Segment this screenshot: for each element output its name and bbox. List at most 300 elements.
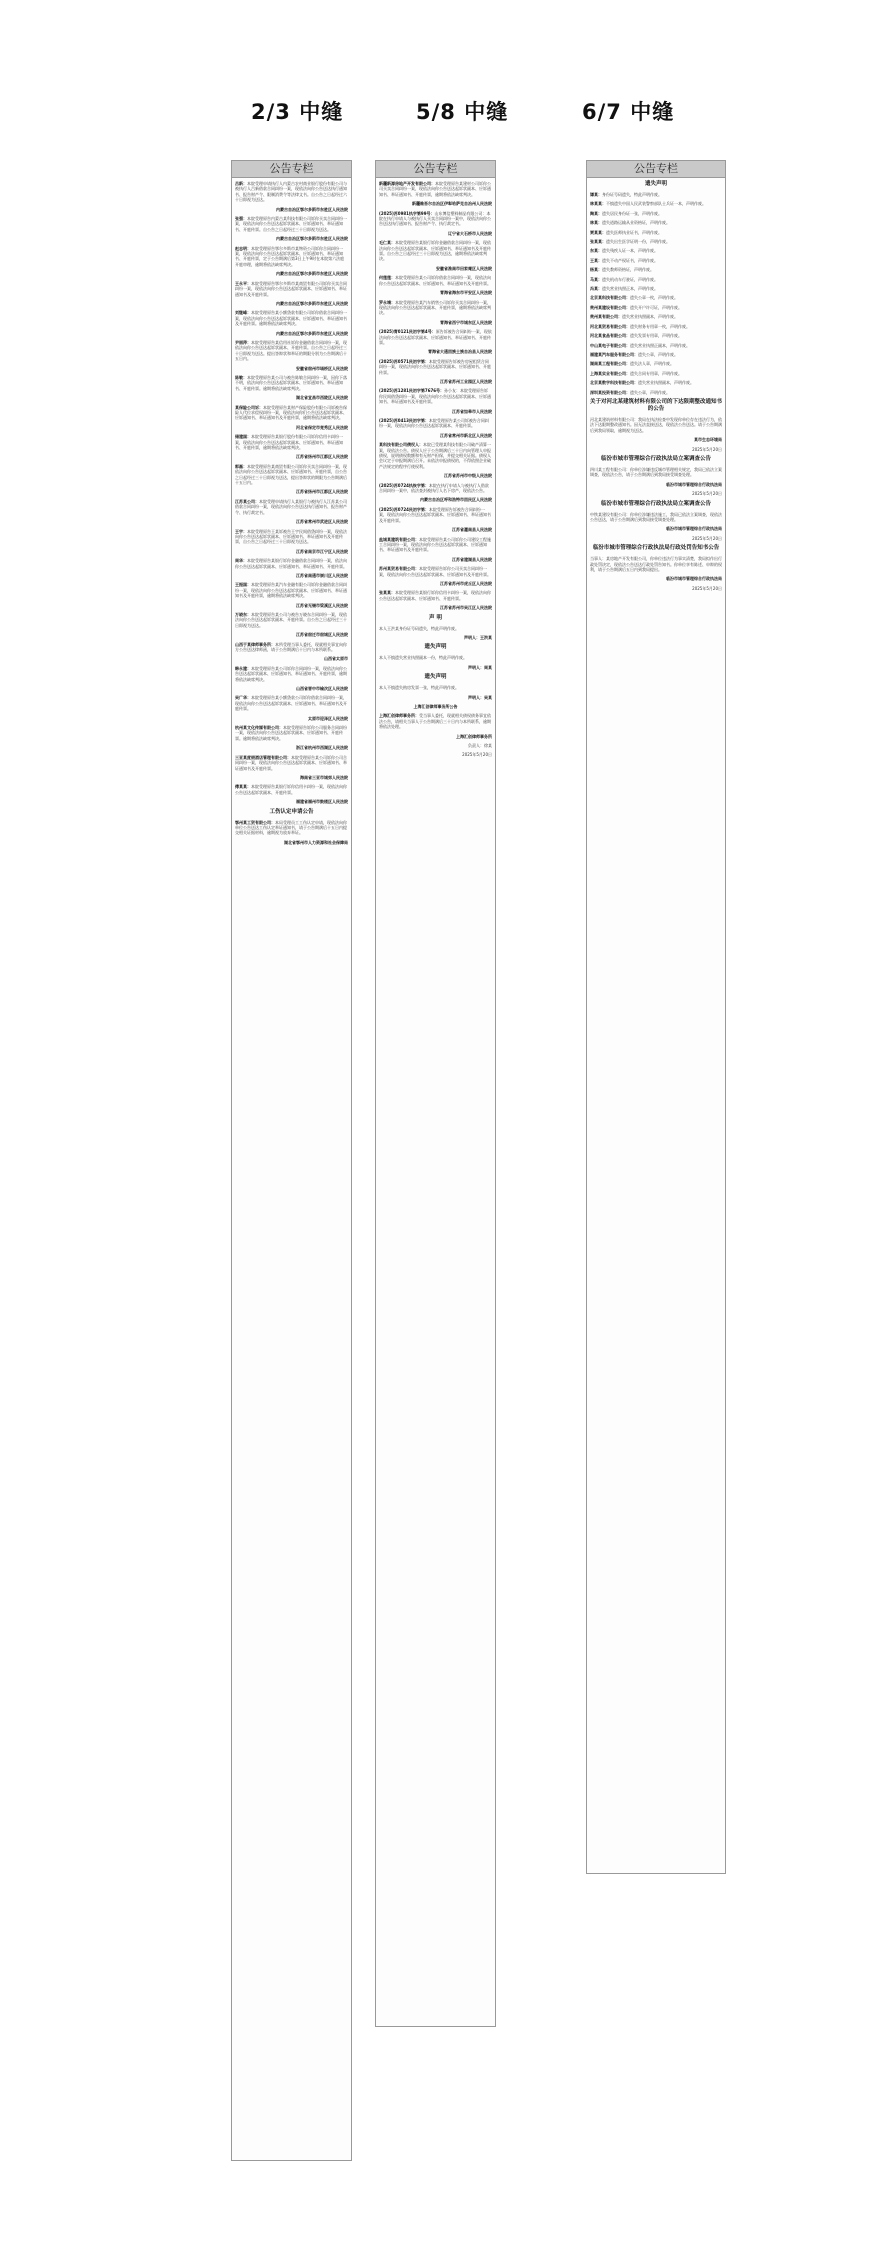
notice-addressee: 上海汇创律师事务所： [379, 713, 419, 719]
notice-text: 四川某工程有限公司：你单位涉嫌违反城市管理相关规定，我局已依法立案调查，现依法公告，请于公告期满后到我局接受调查处理。 [590, 466, 722, 478]
notice-item [235, 425, 348, 430]
notice-text: 山东博信塑料制品有限公司：本院在执行申请人与被执行人买卖合同纠纷一案中，现依法向你公告送达执行通知书、报告财产令、执行裁定书。 [379, 210, 491, 227]
notice-item [235, 549, 348, 554]
notice-item [235, 716, 348, 721]
notice-addressee: 某科技有限公司债权人： [379, 442, 423, 448]
notice-item [235, 340, 348, 362]
notice-issuer: 临汾市城市管理综合行政执法局 [666, 481, 722, 487]
notice-text: 本院受理原告王某诉被告王宇民间借贷纠纷一案，现依法向你公告送达起诉状副本、应诉通知书、举证通知书及开庭传票，自公告之日起经过三十日即视为送达。 [235, 528, 347, 545]
notice-item [235, 840, 348, 845]
notice-centered-heading: 上海汇创律师事务所公告 [413, 704, 458, 709]
notice-text: 本院受理原告某商贸有限公司诉你买卖合同纠纷一案，现依法向你公告送达起诉状副本、应诉通知书、开庭传票，自公告之日起经过三十日即视为送达，提出答辩状的期限为公告期满后十五日内。 [235, 463, 347, 486]
notice-item [379, 433, 492, 438]
notice-addressee: 三亚某度假酒店管理有限公司： [235, 754, 291, 760]
notice-addressee: 上海某实业有限公司： [590, 370, 630, 376]
notice-item [590, 192, 722, 197]
notice-issuer: 青海省海东市平安区人民法院 [440, 290, 492, 296]
notice-text: 遗失残疾人证一本，声明作废。 [602, 248, 658, 254]
notice-item [379, 473, 492, 478]
notice-item [235, 656, 348, 661]
notice-item [235, 310, 348, 326]
notice-addressee: 傅某某： [235, 784, 251, 790]
notice-item [590, 390, 722, 395]
notice-issuer: 海南省三亚市城郊人民法院 [300, 774, 348, 780]
notice-item [379, 695, 492, 700]
notice-item [379, 644, 492, 651]
notice-item [379, 557, 492, 562]
notice-addressee: 尹丽萍： [235, 339, 251, 345]
notice-addressee: 某保险公司诉： [235, 404, 263, 410]
notice-item [379, 379, 492, 384]
notice-issuer: 新疆维吾尔自治区伊犁哈萨克自治州人民法院 [412, 201, 492, 207]
notice-item [379, 409, 492, 414]
notice-item [590, 230, 722, 235]
notice-issuer: 江苏省南通市崇川区人民法院 [296, 572, 348, 578]
notice-section-title: 临汾市城市管理综合行政执法局立案调查公告 [600, 500, 711, 507]
notice-date: 2025年5月20日 [692, 535, 722, 541]
notice-text: 不慎遗失中国人民武装警察部队士兵证一本，声明作废。 [606, 201, 706, 207]
notice-addressee: 吕新： [235, 181, 247, 186]
notice-date: 2025年5月20日 [462, 752, 492, 758]
notice-text: 本院受理原告某银行诉你信用卡纠纷一案，现依法向你公告送达起诉状副本、开庭传票。 [235, 784, 347, 795]
notice-section-title: 临汾市城市管理综合行政执法局行政处罚告知书公告 [592, 545, 720, 552]
notice-item [235, 464, 348, 486]
notice-text: 本院受理原告某小额贷款公司诉你借款合同纠纷一案，现依法向你公告送达起诉状副本、应诉通知书、举证通知书及开庭传票。 [235, 695, 347, 712]
notice-addressee: 北京某科技有限公司： [590, 295, 630, 301]
notice-item [379, 329, 492, 345]
notice-text: 本院受理原告某银行诉你金融借款合同纠纷一案，依法向你公告送达起诉状副本、应诉通知书、举证通知书、开庭传票。 [235, 558, 347, 569]
notice-item [379, 626, 492, 631]
notice-item [379, 442, 492, 469]
notice-addressee: 王某： [590, 257, 602, 263]
notice-issuer: 声明人：王洪某 [464, 634, 492, 640]
notice-issuer: 内蒙古自治区呼和浩特市回民区人民法院 [420, 497, 492, 503]
notice-issuer: 江苏省苏州市中级人民法院 [444, 473, 492, 479]
notice-issuer: 山西省太原市 [324, 656, 348, 662]
notice-issuer: 江苏省苏州工业园区人民法院 [440, 378, 492, 384]
notice-addressee: 毛仁某： [379, 240, 395, 246]
notice-text: 本局受理员工工伤认定申请，现依法向你单位公告送达工伤认定举证通知书，请于公告期满后十五日内提交相关证据材料，逾期视为放弃举证。 [235, 819, 347, 836]
notice-item [379, 635, 492, 640]
notice-item [590, 343, 722, 348]
notice-issuer: 声明人：周某 [468, 664, 492, 670]
notice-item [235, 281, 348, 297]
notice-column-right [586, 160, 726, 1874]
notice-addressee: 北京某数字科技有限公司： [590, 380, 638, 386]
notice-issuer: 安徽省淮南市田家庵区人民法院 [436, 265, 492, 271]
notice-addressee: 林某： [590, 220, 602, 226]
notice-addressee: 盐城某建筑有限公司： [379, 536, 419, 542]
notice-text: 本院受理原告某银行诉你金融借款合同纠纷一案，现依法向你公告送达起诉状副本、应诉通知书、举证通知书及开庭传票。自公告之日起经过三十日即视为送达，逾期将依法缺席判决。 [379, 240, 491, 262]
notice-item [235, 820, 348, 836]
notice-item [235, 207, 348, 212]
notice-item [379, 201, 492, 206]
notice-addressee: 深圳某投资有限公司： [590, 389, 630, 395]
notice-addressee: 陶某： [590, 210, 602, 216]
notice-item [235, 181, 348, 203]
notice-addressee: 贵州某有限公司： [590, 314, 622, 320]
notice-text: 遗失公章，声明作废。 [630, 389, 670, 395]
notice-item [590, 258, 722, 263]
notice-text: 本院受理原告某公司诉你合同纠纷一案，现依法向你公告送达起诉状副本、应诉通知书、举证通知书、开庭传票，逾期将依法缺席判决。 [235, 665, 347, 682]
notice-issuer: 内蒙古自治区鄂尔多斯市东胜区人民法院 [276, 330, 348, 336]
notice-addressee: 吴广华： [235, 695, 251, 701]
notice-issuer: 临汾市城市管理综合行政执法局 [666, 526, 722, 532]
notice-item [590, 556, 722, 572]
notice-item [379, 537, 492, 553]
notice-issuer: 内蒙古自治区鄂尔多斯市东胜区人民法院 [276, 300, 348, 306]
notice-text: 遗失开户许可证，声明作废。 [630, 304, 682, 310]
notice-addressee: 张某某： [590, 239, 606, 245]
notice-item [590, 501, 722, 508]
notice-item [235, 366, 348, 371]
notice-text: 遗失营业执照副本，声明作废。 [622, 314, 678, 320]
notice-issuer: 浙江省杭州市西湖区人民法院 [296, 745, 348, 751]
notice-item [590, 417, 722, 433]
notice-addressee: 韩永建： [235, 665, 251, 671]
notice-item [590, 181, 722, 188]
notice-issuer: 内蒙古自治区鄂尔多斯市东胜区人民法院 [276, 206, 348, 212]
notice-text: 本院受理原告某汽车销售公司诉你买卖合同纠纷一案，现依法向你公告送达起诉状副本、开庭传票，逾期将依法缺席判决。 [379, 299, 491, 316]
notice-text: 本院受理原告某银行股份有限公司诉你信用卡纠纷一案，现依法向你公告送达起诉状副本、应诉通知书、举证通知书、开庭传票，逾期将依法缺席判决。 [235, 434, 343, 451]
notice-section-title: 遗失声明 [424, 674, 447, 681]
notice-issuer: 山西省晋中市榆次区人民法院 [296, 686, 348, 692]
notice-item [379, 590, 492, 601]
notice-addressee: (2025)苏0724民初字第： [379, 506, 429, 512]
notice-addressee: 苏州某贸易有限公司： [379, 566, 419, 572]
notice-addressee: 福建某汽车服务有限公司： [590, 351, 638, 357]
notice-item [379, 581, 492, 586]
notice-date: 2025年5月20日 [692, 491, 722, 497]
notice-item [379, 734, 492, 739]
notice-item [379, 743, 492, 748]
notice-item [379, 615, 492, 622]
notice-issuer: 江苏省南京市江宁区人民法院 [296, 548, 348, 554]
column-title: 公告专栏 [232, 161, 351, 178]
notice-text: 本院在执行申请人与被执行人借款合同纠纷一案中，依法查封被执行人名下房产，现依法公告。 [379, 482, 489, 494]
notice-text: 遗失营业执照副本，声明作废。 [638, 380, 694, 386]
notice-text: 遗失道路运输从业资格证，声明作废。 [602, 220, 670, 226]
notice-item [590, 447, 722, 452]
notice-text: 本院受理原告某公司诉你公司建设工程施工合同纠纷一案，现依法向你公告送达起诉状副本、应诉通知书、举证通知书及开庭传票。 [379, 536, 491, 553]
notice-item [590, 239, 722, 244]
notice-item [590, 286, 722, 291]
notice-item [590, 467, 722, 478]
notice-item [235, 573, 348, 578]
notice-issuer: 江苏省常州市新北区人民法院 [440, 432, 492, 438]
notice-issuer: 辽宁省大石桥市人民法院 [448, 230, 492, 236]
notice-item [235, 375, 348, 391]
notice-item [379, 566, 492, 577]
notice-item [235, 529, 348, 545]
notice-item [590, 277, 722, 282]
notice-text: 遗失居民身份证一张，声明作废。 [602, 210, 662, 216]
notice-item [235, 603, 348, 608]
notice-item [235, 558, 348, 569]
notice-item [235, 236, 348, 241]
notice-text: 遗失发票专用章，声明作废。 [630, 333, 682, 339]
notice-item [590, 248, 722, 253]
notice-item [235, 395, 348, 400]
notice-item [235, 405, 348, 421]
notice-item [235, 271, 348, 276]
notice-addressee: 陈敏： [235, 374, 247, 380]
notice-text: 遗失公章，声明作废。 [638, 351, 678, 357]
notice-item [235, 666, 348, 682]
notice-addressee: 郭磊： [235, 463, 247, 469]
notice-issuer: 安徽省宿州市埇桥区人民法院 [296, 365, 348, 371]
notice-item [379, 300, 492, 316]
notice-text: 遗失公章一枚，声明作废。 [630, 295, 678, 301]
notice-item [235, 489, 348, 494]
notice-item [590, 437, 722, 442]
notice-text: 河北某建筑材料有限公司：我局在执法检查中发现你单位存在违法行为，依法下达限期整改通知书。因无法直接送达，现依法公告送达。请于公告期满后到我局领取，逾期视为送达。 [590, 416, 722, 433]
notice-item [379, 240, 492, 262]
notice-text: 遗失出生医学证明一份，声明作废。 [606, 239, 670, 245]
notice-item [235, 745, 348, 750]
notice-text: 遗失医师执业证书，声明作废。 [606, 229, 662, 235]
notice-addressee: (2025)青0121民初字第4号： [379, 329, 436, 335]
notice-item [379, 674, 492, 681]
notice-issuer: 湖北省鄂州市人力资源和社会保障局 [284, 839, 348, 845]
notice-text: 本院受理申请执行人内蒙古农村商业银行股份有限公司与被执行人吕新借款合同纠纷一案，现依法向你公告送达执行通知书、报告财产令、限制消费令等法律文书。自公告之日起经过六十日即视为送达。 [235, 181, 347, 203]
notice-item [590, 295, 722, 300]
notice-text: 本院受理原告某公司诉你借款合同纠纷一案，现依法向你公告送达起诉状副本、应诉通知书、举证通知书及开庭传票。 [379, 275, 491, 286]
notice-section-title: 遗失声明 [644, 181, 667, 187]
notice-item [379, 483, 492, 494]
notice-text: 遗失教师资格证，声明作废。 [602, 267, 654, 273]
notice-text: 遗失不动产权证书，声明作废。 [602, 257, 658, 263]
notice-addressee: 王宇： [235, 528, 247, 534]
notice-item [379, 527, 492, 532]
notice-item [590, 586, 722, 591]
notice-issuer: 太原市迎泽区人民法院 [308, 715, 348, 721]
notice-item [379, 211, 492, 227]
notice-issuer: 江苏省扬州市江都区人民法院 [296, 489, 348, 495]
notice-text: 本院受理原告某公司与被告陈敏合同纠纷一案，因你下落不明，依法向你公告送达起诉状副本、应诉通知书、举证通知书、开庭传票。逾期将依法缺席判决。 [235, 374, 347, 391]
notice-item [235, 519, 348, 524]
notice-item [590, 267, 722, 272]
notice-issuer: 江苏省苏州市虎丘区人民法院 [440, 580, 492, 586]
notice-date: 2025年5月20日 [692, 585, 722, 591]
notice-text: 本人不慎遗失营业执照副本一份，特此声明作废。 [379, 655, 467, 661]
notice-item [379, 231, 492, 236]
notice-item [590, 576, 722, 581]
notice-item [590, 545, 722, 552]
notice-issuer: 内蒙古自治区鄂尔多斯市东胜区人民法院 [276, 271, 348, 277]
notice-item [235, 725, 348, 741]
notice-addressee: (2025)苏0981执字第99号： [379, 210, 435, 216]
notice-issuer: 江苏省扬州市江都区人民法院 [296, 454, 348, 460]
notice-addressee: 赵志明： [235, 245, 251, 251]
notice-issuer: 江苏省如皋市人民法院 [452, 408, 492, 414]
notice-item [235, 632, 348, 637]
notice-addressee: 杭州某文化传媒有限公司： [235, 725, 283, 731]
notice-item [590, 305, 722, 310]
notice-addressee: 东某： [590, 248, 602, 254]
notice-issuer: 江苏省常州市武进区人民法院 [296, 519, 348, 525]
notice-text: 本院受理原告诉被告房屋租赁合同纠纷一案，现依法向你公告送达起诉状副本、应诉通知书、开庭传票。 [379, 358, 491, 375]
notice-item [590, 482, 722, 487]
notice-text: 原告诉被告合同纠纷一案，现依法向你公告送达起诉状副本、应诉通知书、举证通知书、开庭传票。 [379, 329, 492, 345]
notice-text: 本人不慎遗失购房发票一张，特此声明作废。 [379, 685, 459, 691]
notice-item [235, 454, 348, 459]
notice-item [590, 201, 722, 206]
notice-item [235, 434, 348, 450]
notice-section-title: 工伤认定申请公告 [269, 808, 314, 815]
notice-item [235, 686, 348, 691]
notice-addressee: 张某某： [379, 590, 395, 596]
notice-item [379, 655, 492, 660]
notice-text: 当事人：某房地产开发有限公司，你单位违法行为事实清楚，我局拟作出行政处罚决定，现依法公告送达行政处罚告知书。你单位享有陈述、申辩的权利，请于公告期满后五日内到我局提出。 [590, 556, 722, 573]
notice-text: 本院受理原告某公司与被告万晓东合同纠纷一案，现依法向你公告送达起诉状副本、开庭传票。自公告之日起经过三十日即视为送达。 [235, 611, 347, 628]
notice-item [235, 331, 348, 336]
notice-item [379, 704, 492, 709]
notice-addressee: 中山某电子有限公司： [590, 342, 630, 348]
notice-item [590, 536, 722, 541]
notice-item [379, 388, 492, 404]
notice-item [379, 181, 492, 197]
notice-issuer: 江苏省苏州市吴江区人民法院 [440, 605, 492, 611]
notice-item [379, 507, 492, 523]
notice-item [379, 349, 492, 354]
notice-item [379, 275, 492, 286]
notice-section-title: 遗失声明 [424, 644, 447, 651]
notice-addressee: 马某： [590, 276, 602, 282]
notice-addressee: (2025)苏0724执恢字第： [379, 482, 429, 488]
notice-item [235, 499, 348, 515]
notice-addressee: 贾某某： [590, 229, 606, 235]
notice-item [590, 211, 722, 216]
notice-issuer: 河北省保定市竞秀区人民法院 [296, 424, 348, 430]
notice-item [379, 665, 492, 670]
notice-addressee: 储建国： [235, 434, 251, 440]
notice-addressee: 新疆新源房地产开发有限公司： [379, 181, 435, 186]
notice-text: 本人王洪某身份证号码遗失，特此声明作废。 [379, 625, 459, 631]
notice-section-title: 关于对河北某建筑材料有限公司的下达限期整改通知书的公告 [590, 398, 723, 412]
notice-addressee: (2025)苏0413民初字第： [379, 418, 429, 423]
notice-column-middle [375, 160, 496, 2027]
notice-text: 本院受理原告某信用社诉你金融借款合同纠纷一案，现依法向你公告送达起诉状副本、开庭传票。自公告之日起经过三十日即视为送达。提出答辩状和举证的期限分别为公告期满后十五日内。 [235, 339, 347, 362]
notice-text: 中铁某建设有限公司：你单位涉嫌违法施工，我局已依法立案调查，现依法公告送达，请于公告期满后到我局接受调查处理。 [590, 511, 722, 522]
notice-issuer: 声明人：吴某 [468, 694, 492, 700]
notice-text: 本院受理原告诉你公司买卖合同纠纷一案，现依法向你公告送达起诉状副本、应诉通知书及开庭传票。 [379, 566, 491, 577]
notice-addressee: (2025)苏1281民初字第7676号： [379, 388, 445, 394]
notice-item [379, 605, 492, 610]
notice-item [379, 685, 492, 690]
header-middle: 5/8 中缝 [416, 100, 509, 124]
notice-text: 本院受理原告鄂尔多斯市某物资公司诉你合同纠纷一案，现依法向你公告送达起诉状副本、应诉通知书、举证通知书、开庭传票，定于公告期满后第3日上午9时在本院第六法庭开庭审理，逾期将依法缺席判决。 [235, 245, 345, 267]
column-title: 公告专栏 [587, 161, 725, 178]
notice-text: 本院受理原告某建材公司诉你公司买卖合同纠纷一案，现依法向你公告送达起诉状副本、应诉通知书、举证通知书、开庭传票，逾期将依法缺席判决。 [379, 181, 491, 197]
notice-date: 2025年5月20日 [692, 446, 722, 452]
column-title: 公告专栏 [376, 161, 495, 178]
header-right: 6/7 中缝 [582, 100, 675, 124]
notice-item [590, 491, 722, 496]
notice-issuer: 青海省大通回族土族自治县人民法院 [428, 349, 492, 355]
notice-item [379, 497, 492, 502]
notice-item [379, 359, 492, 375]
notice-item [590, 324, 722, 329]
notice-addressee: 江苏某公司： [235, 498, 259, 504]
notice-item [590, 314, 722, 319]
header-left: 2/3 中缝 [251, 100, 344, 124]
notice-item [590, 526, 722, 531]
notice-item [235, 216, 348, 232]
notice-issuer: 青海省西宁市城东区人民法院 [440, 319, 492, 325]
notice-item [590, 333, 722, 338]
notice-text: 遗失法人章，声明作废。 [630, 361, 674, 367]
notice-issuer: 江苏省无锡市梁溪区人民法院 [296, 602, 348, 608]
notice-text: 本院受理原告某财产保险股份有限公司诉被告保险人代位求偿权纠纷一案，现依法向你们公告送达起诉状副本、应诉通知书、举证通知书及开庭传票，逾期将依法缺席判决。 [235, 404, 347, 421]
notice-item [590, 512, 722, 523]
notice-text: 遗失机动车行驶证，声明作废。 [602, 276, 658, 282]
notice-text: 本院受理原告内蒙古某科技有限公司诉你买卖合同纠纷一案，现依法向你公告送达起诉状副本、应诉通知书、举证通知书、开庭传票。自公告之日起经过三十日即视为送达。 [235, 216, 347, 232]
notice-issuer: 上海汇创律师事务所 [456, 733, 492, 739]
notice-item [590, 361, 722, 366]
notice-item [379, 713, 492, 729]
notice-issuer: 某市生态环境局 [694, 437, 722, 443]
notice-item [235, 642, 348, 653]
notice-issuer: 福建省福州市鼓楼区人民法院 [296, 799, 348, 805]
notice-addressee: 河北某食品有限公司： [590, 333, 630, 339]
notice-text: 遗失营业执照正副本，声明作废。 [630, 342, 690, 348]
notice-addressee: 万晓东： [235, 611, 251, 617]
notice-item [379, 290, 492, 295]
notice-item [235, 301, 348, 306]
notice-text: 本院受理原告诉被告合同纠纷一案，现依法向你公告送达起诉状副本、应诉通知书、举证通知书及开庭传票。 [379, 506, 491, 523]
notice-addressee: 河北某贸易有限公司： [590, 323, 630, 329]
notice-text: 本院已受理某科技有限公司破产清算一案，现依法公告。债权人应于公告期满后三十日内向管理人申报债权，说明债权数额和有无财产担保，并提交相关证据。债权人会议定于申报期满后召开。未依法申报债权的，不得依照企业破产法规定的程序行使权利。 [379, 442, 491, 469]
notice-text: 本院受理原告某小额贷款有限公司诉你借款合同纠纷一案，现依法向你公告送达起诉状副本、应诉通知书、举证通知书及开庭传票。逾期将依法缺席判决。 [235, 310, 347, 327]
notice-text: 孙小友：本院受理原告诉你民间借贷纠纷一案，现依法向你公告送达起诉状副本、应诉通知书、举证通知书及开庭传票。 [379, 388, 491, 405]
notice-item [235, 784, 348, 795]
notice-text: 本院受理原告某公司诉被告合同纠纷一案，现依法向你公告送达起诉状副本、开庭传票。 [379, 418, 489, 429]
notice-date: 负责人：徐某 [468, 743, 492, 749]
notice-column-left [231, 160, 352, 2161]
column-body [587, 178, 725, 591]
notice-addressee: 山西于某律师事务所： [235, 641, 275, 647]
notice-section-title: 声 明 [429, 614, 442, 621]
notice-item [379, 418, 492, 429]
notice-addressee: 杨某： [590, 267, 602, 273]
notice-addressee: 谭某： [590, 192, 602, 197]
notice-item [590, 371, 722, 376]
notice-issuer: 江苏省灌南县人民法院 [452, 527, 492, 533]
notice-addressee: 贵州某建设有限公司： [590, 304, 630, 310]
notice-text: 本所受理当事人委托，现就相关事宜向你方公告送达律师函，请于公告期满后十日内与本所联系。 [235, 641, 347, 652]
notice-text: 本院受理原告某公司诉你公司合同纠纷一案，现依法向你公告送达起诉状副本、应诉通知书、举证通知书及开庭传票。 [235, 754, 347, 771]
notice-addressee: (2025)苏0571民初字第： [379, 358, 429, 364]
notice-item [235, 799, 348, 804]
notice-item [235, 582, 348, 598]
notice-item [235, 612, 348, 628]
notice-item [235, 246, 348, 268]
notice-addressee: 周华： [235, 558, 247, 564]
notice-item [235, 809, 348, 816]
notice-text: 本院受理申请执行人某银行与被执行人江苏某公司借款合同纠纷一案，现依法向你公告送达执行通知书、报告财产令、执行裁定书。 [235, 498, 347, 515]
notice-text: 本院受理原告某银行诉你信用卡纠纷一案，现依法向你公告送达起诉状副本、应诉通知书、开庭传票。 [379, 590, 491, 601]
notice-item [235, 775, 348, 780]
notice-addressee: 何莲莲： [379, 275, 395, 281]
notice-item [590, 399, 722, 413]
notice-item [590, 220, 722, 225]
notice-text: 受当事人委托，现就相关债权债务事宜依法公告，请相关当事人于公告期满后三十日内与本所联系，逾期将依法处理。 [379, 713, 491, 730]
notice-addressee: 刘继峰： [235, 310, 251, 316]
notice-item [379, 266, 492, 271]
notice-text: 本院受理原告鄂尔多斯市某商贸有限公司诉你买卖合同纠纷一案，现依法向你公告送达起诉状副本、应诉通知书、举证通知书及开庭传票。 [235, 280, 347, 297]
notice-item [235, 695, 348, 711]
